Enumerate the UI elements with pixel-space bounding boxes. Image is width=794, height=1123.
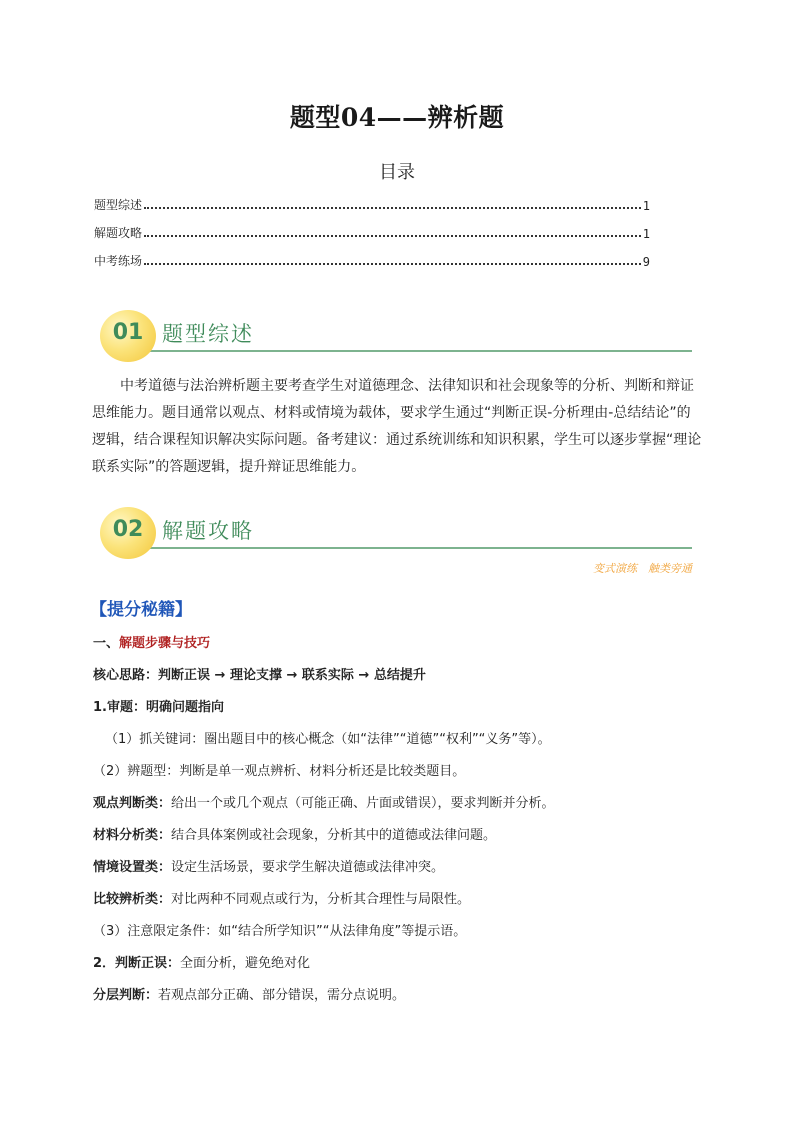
- toc-item-page: 9: [642, 255, 650, 269]
- document-title: 题型04——辨析题: [289, 103, 505, 132]
- toc-leader-dots: [144, 262, 641, 265]
- toc-item[interactable]: [94, 225, 650, 241]
- toc-item-label: 解题攻略: [94, 226, 143, 240]
- toc-item[interactable]: [94, 197, 650, 213]
- tip-label: 比较辨析类：: [93, 892, 172, 907]
- tip-label: 情境设置类：: [93, 860, 172, 875]
- toc-item[interactable]: [94, 253, 650, 269]
- section-header-strategy: [100, 505, 692, 565]
- section-number: 01: [112, 320, 144, 345]
- section-divider: [132, 350, 692, 352]
- tip-line: （1）抓关键词：圈出题目中的核心概念（如“法律”“道德”“权利”“义务”等）。: [105, 732, 551, 747]
- core-idea: 核心思路：判断正误 → 理论支撑 → 联系实际 → 总结提升: [93, 668, 426, 683]
- step-1-heading: 1.审题：明确问题指向: [93, 700, 224, 715]
- tip-label: 2．判断正误：: [93, 956, 181, 971]
- tip-label: 分层判断：: [93, 988, 159, 1003]
- step-heading: [93, 632, 713, 651]
- tips-heading: 【提分秘籍】: [90, 600, 192, 620]
- tip-label: 观点判断类：: [93, 796, 172, 811]
- tip-text: 给出一个或几个观点（可能正确、片面或错误），要求判断并分析。: [171, 796, 555, 811]
- section-title: 题型综述: [162, 322, 254, 346]
- tip-text: 结合具体案例或社会现象，分析其中的道德或法律问题。: [171, 828, 497, 843]
- overview-text: 中考道德与法治辨析题主要考查学生对道德理念、法律知识和社会现象等的分析、判断和辩证思维能力。题目通常以观点、材料或情境为载体，要求学生通过“判断正误-分析理由-总结结论”的逻辑，结合课程知识解决实际问题。备考建议：通过系统训练和知识积累，学生可以逐步掌握“理论联系实际”的答题逻辑，提升辩证思维能力。: [92, 378, 702, 475]
- tip-text: 若观点部分正确、部分错误，需分点说明。: [158, 988, 406, 1003]
- tip-text: 设定生活场景，要求学生解决道德或法律冲突。: [171, 860, 445, 875]
- tip-line: [93, 792, 713, 811]
- toc-item-label: 中考练场: [94, 254, 143, 268]
- section-tagline: 变式演练 触类旁通: [593, 562, 692, 575]
- step-title: 解题步骤与技巧: [119, 636, 211, 651]
- tip-line: [93, 824, 713, 843]
- section-number: 02: [112, 517, 144, 542]
- tip-text: 对比两种不同观点或行为，分析其合理性与局限性。: [171, 892, 471, 907]
- toc-leader-dots: [144, 234, 641, 237]
- tip-line: [93, 856, 713, 875]
- toc-item-page: 1: [642, 199, 650, 213]
- tip-text: 全面分析，避免绝对化: [180, 956, 311, 971]
- overview-paragraph: [92, 373, 704, 481]
- section-header-overview: [100, 308, 692, 368]
- toc-item-page: 1: [642, 227, 650, 241]
- tip-line: [93, 952, 713, 971]
- section-divider: [132, 547, 692, 549]
- step-prefix: 一、: [93, 636, 120, 651]
- tip-line: （2）辨题型：判断是单一观点辨析、材料分析还是比较类题目。: [93, 764, 466, 779]
- toc-heading: 目录: [379, 162, 415, 183]
- tip-line: （3）注意限定条件：如“结合所学知识”“从法律角度”等提示语。: [93, 924, 467, 939]
- section-title: 解题攻略: [162, 519, 254, 543]
- tip-line: [93, 984, 713, 1003]
- tip-line: [93, 888, 713, 907]
- toc-leader-dots: [144, 206, 641, 209]
- toc-item-label: 题型综述: [94, 198, 143, 212]
- tip-label: 材料分析类：: [93, 828, 172, 843]
